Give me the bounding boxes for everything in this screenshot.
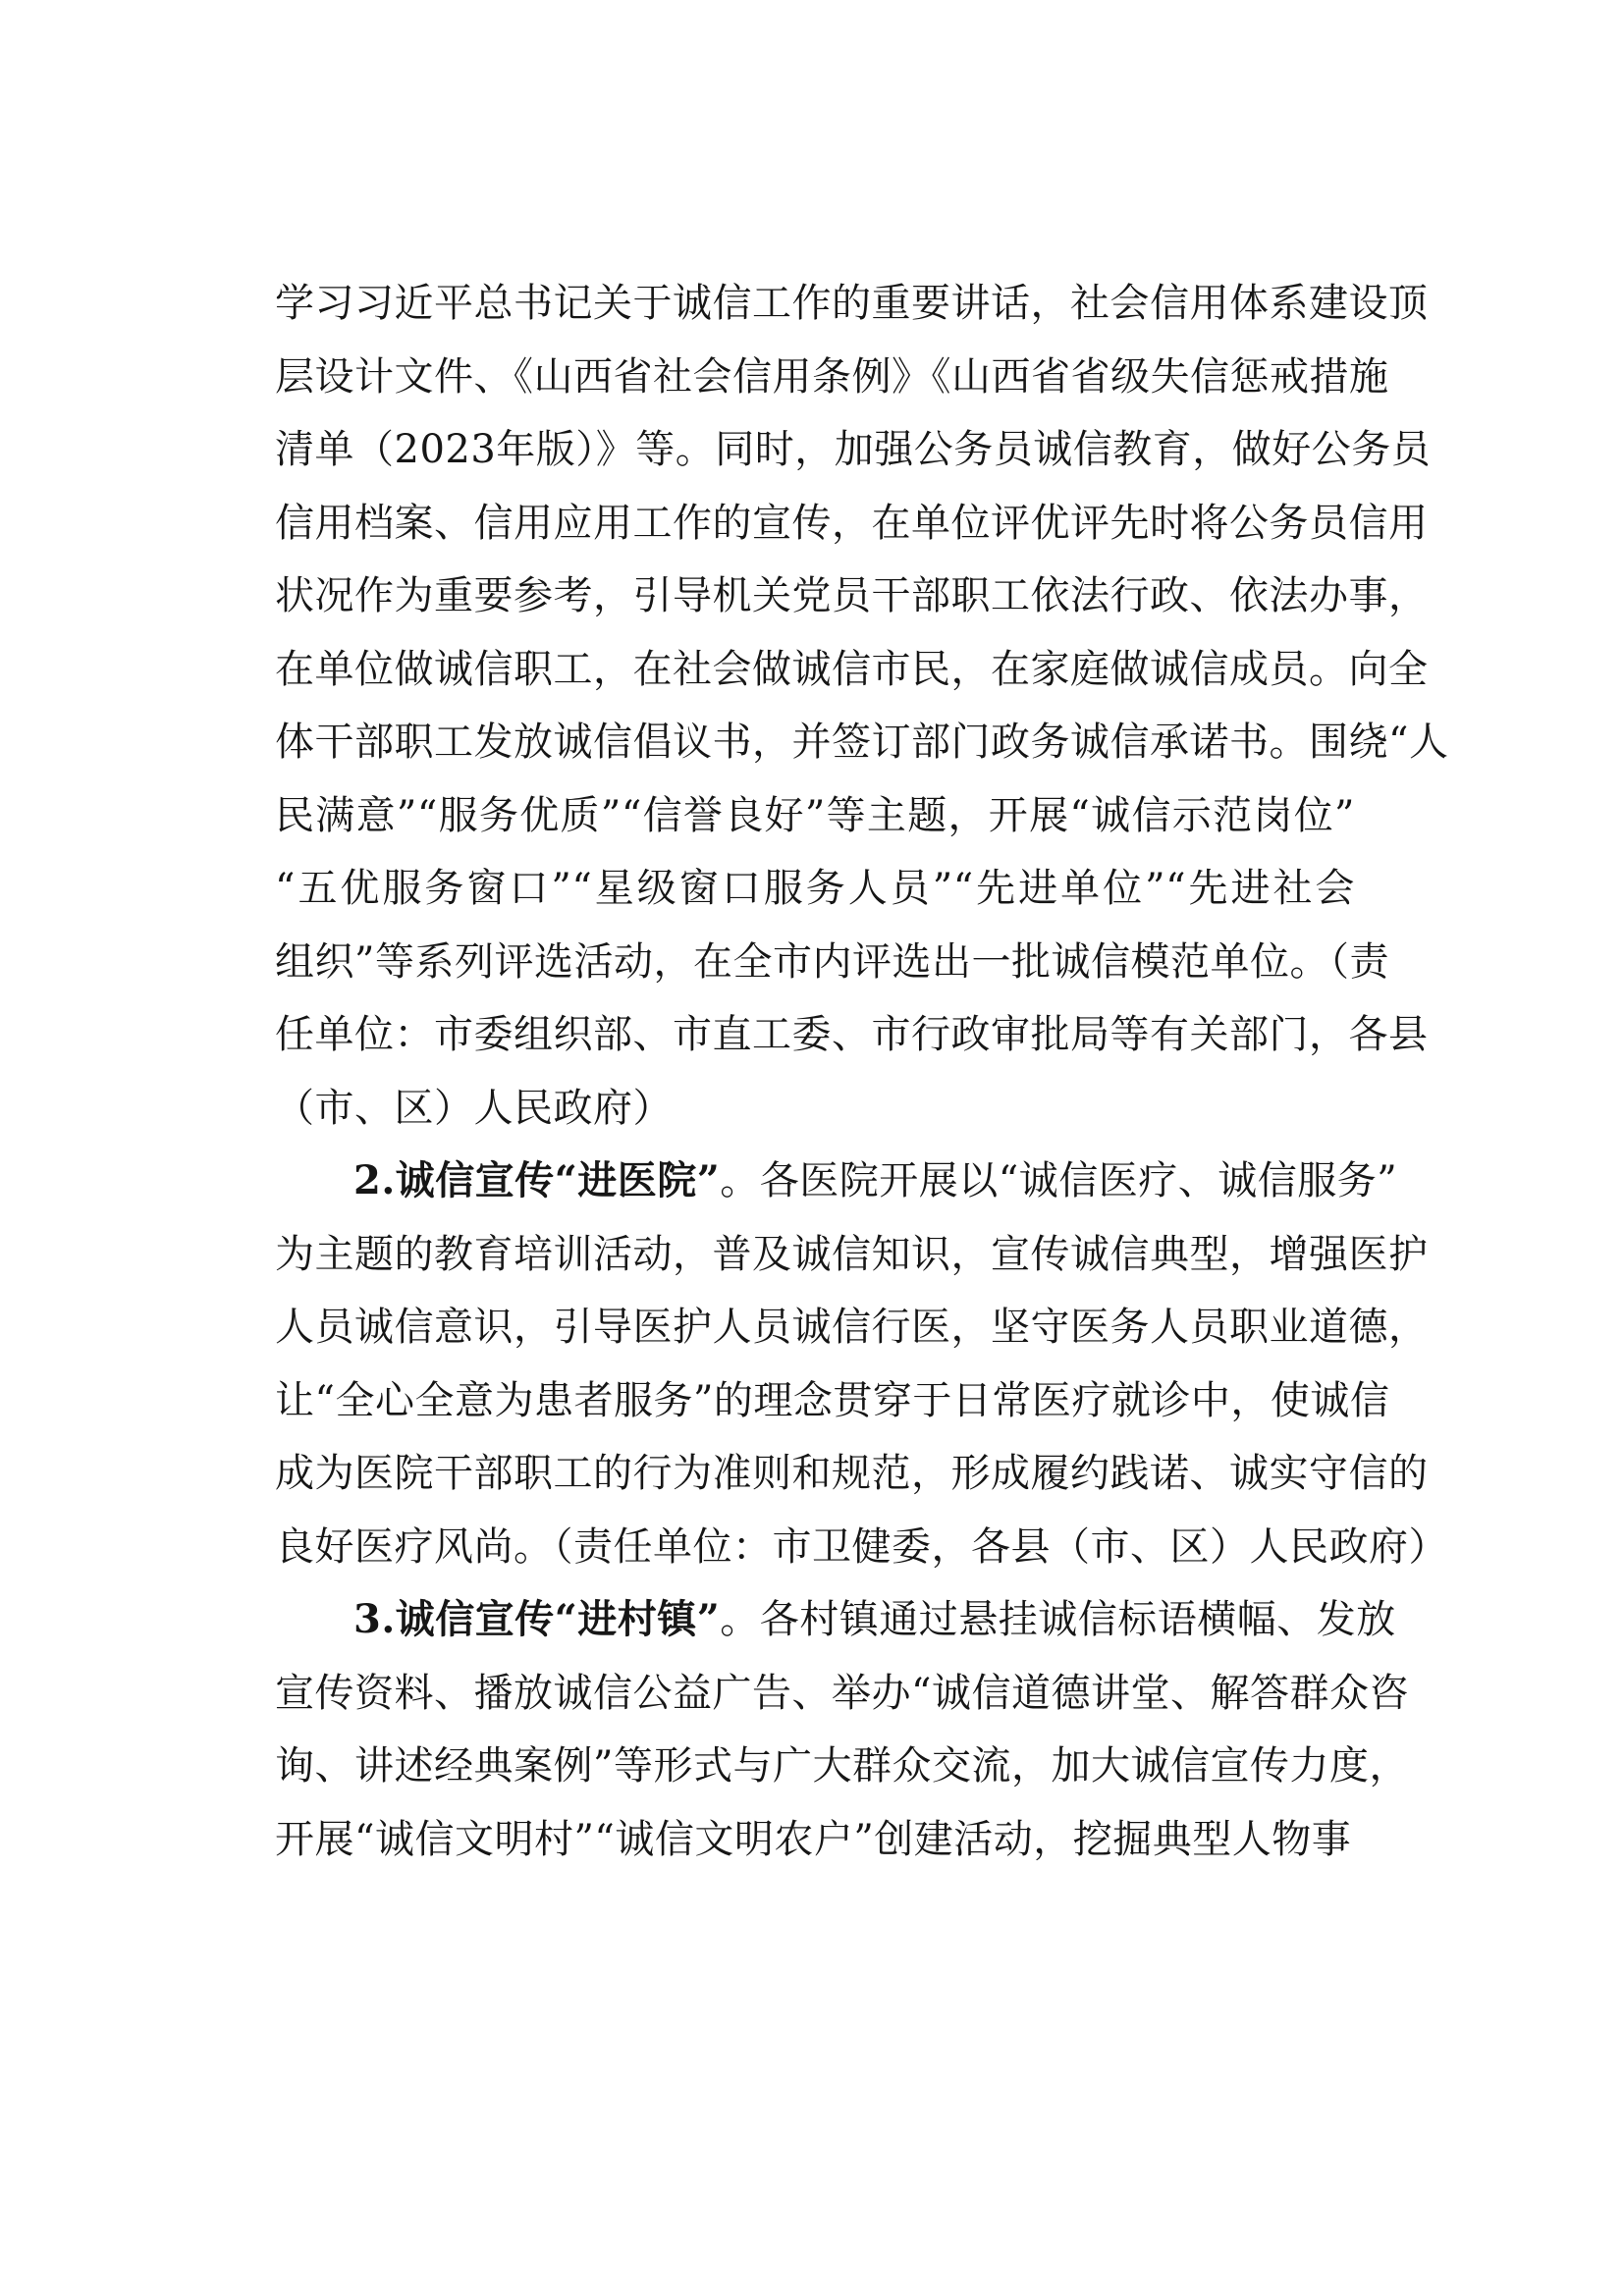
text-line <box>275 341 1389 414</box>
line-text: 开展“诚信文明村”“诚信文明农户”创建活动，挖掘典型人物事 <box>275 1816 1352 1862</box>
line-text: （市、区）人民政府） <box>275 1085 673 1131</box>
line-text: 良好医疗风尚。（责任单位：市卫健委，各县（市、区）人民政府） <box>275 1523 1448 1570</box>
text-line <box>275 267 1429 341</box>
text-line <box>275 779 1355 853</box>
line-text: 清单（2023年版）》等。同时，加强公务员诚信教育，做好公务员 <box>275 427 1432 472</box>
line-text: 信用档案、信用应用工作的宣传，在单位评优评先时将公务员信用 <box>275 500 1429 546</box>
text-line <box>275 1291 1429 1364</box>
line-text: “五优服务窗口”“星级窗口服务人员”“先进单位”“先进社会 <box>275 866 1355 911</box>
line-text: 状况作为重要参考，引导机关党员干部职工依法行政、依法办事， <box>275 573 1429 618</box>
text-line <box>275 1583 1396 1657</box>
text-line <box>275 487 1429 561</box>
text-line <box>275 706 1449 779</box>
paragraph <box>275 267 1449 1145</box>
line-text: 让“全心全意为患者服务”的理念贯穿于日常医疗就诊中，使诚信 <box>275 1377 1390 1423</box>
paragraph <box>275 1145 1448 1583</box>
line-text: 在单位做诚信职工，在社会做诚信市民，在家庭做诚信成员。向全 <box>275 646 1429 692</box>
paragraph <box>275 1583 1409 1876</box>
line-text: 宣传资料、播放诚信公益广告、举办“诚信道德讲堂、解答群众咨 <box>275 1670 1409 1716</box>
text-line <box>275 1072 1355 1146</box>
text-line <box>275 1364 1390 1438</box>
line-text: 体干部职工发放诚信倡议书，并签订部门政务诚信承诺书。围绕“人 <box>275 720 1449 765</box>
text-line <box>275 413 1432 487</box>
line-text: 层设计文件、《山西省社会信用条例》《山西省省级失信惩戒措施 <box>275 353 1389 400</box>
text-line <box>275 1657 1409 1731</box>
text-line <box>275 1511 1448 1584</box>
text-line <box>275 633 1429 707</box>
text-line <box>275 1218 1429 1292</box>
line-text: 询、讲述经典案例”等形式与广大群众交流，加大诚信宣传力度， <box>275 1743 1409 1789</box>
text-line <box>275 852 1355 926</box>
text-line <box>275 1437 1429 1511</box>
text-line <box>275 1145 1398 1218</box>
text-line <box>275 1730 1409 1803</box>
text-line <box>275 560 1429 633</box>
section-heading: 2.诚信宣传“进医院” <box>353 1157 721 1203</box>
line-text: 任单位：市委组织部、市直工委、市行政审批局等有关部门，各县 <box>275 1012 1429 1057</box>
line-text: 学习习近平总书记关于诚信工作的重要讲话，社会信用体系建设顶 <box>275 281 1429 326</box>
line-text: 成为医院干部职工的行为准则和规范，形成履约践诺、诚实守信的 <box>275 1451 1429 1496</box>
line-text: 组织”等系列评选活动，在全市内评选出一批诚信模范单位。（责 <box>275 938 1389 985</box>
line-text: 人员诚信意识，引导医护人员诚信行医，坚守医务人员职业道德， <box>275 1305 1429 1350</box>
text-line <box>275 926 1389 999</box>
text-line <box>275 998 1429 1072</box>
line-text: 民满意”“服务优质”“信誉良好”等主题，开展“诚信示范岗位” <box>275 792 1355 838</box>
line-text: 。各医院开展以“诚信医疗、诚信服务” <box>720 1158 1398 1203</box>
line-text: 为主题的教育培训活动，普及诚信知识，宣传诚信典型，增强医护 <box>275 1231 1429 1277</box>
line-text: 。各村镇通过悬挂诚信标语横幅、发放 <box>720 1597 1396 1642</box>
text-line <box>275 1803 1355 1877</box>
section-heading: 3.诚信宣传“进村镇” <box>353 1596 721 1642</box>
document-body <box>275 267 1449 1876</box>
